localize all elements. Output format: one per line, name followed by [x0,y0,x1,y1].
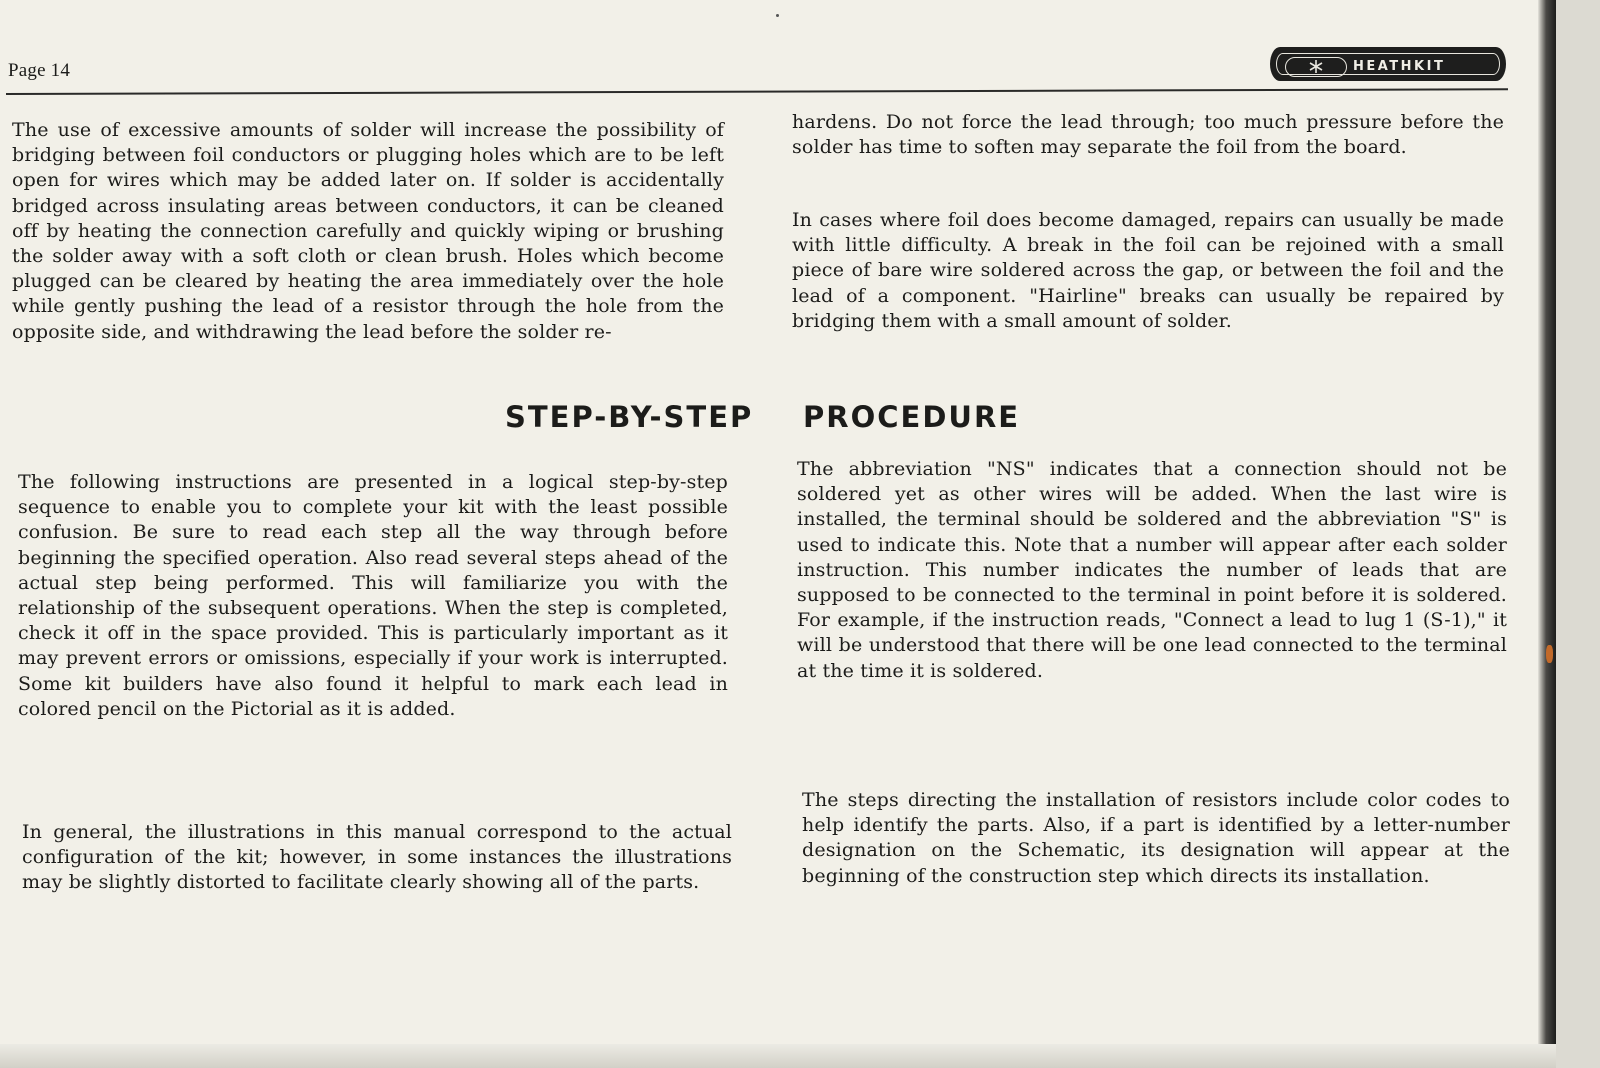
binding-spine [1538,0,1556,1068]
logo-text: HEATHKIT [1353,59,1446,74]
right-paragraph-foil-repair: In cases where foil does become damaged, repairs can usually be made with little difficulty. A break in the foil can be rejoined with a small piece of bare wire soldered across the gap, or between the foil and the lead of a component. "Hairline" breaks can usually be repaired by bridging them with a small amount of solder. [792,209,1504,332]
page-edge-shadow [0,1044,1556,1068]
header-rule [6,88,1508,95]
right-paragraph-color-codes: The steps directing the installation of resistors include color codes to help identify the parts. Also, if a part is identified by a letter-number designation on the Schematic, its designation will appear at the beginning of the construction step which directs its installation. [802,789,1510,887]
right-paragraph-ns-abbreviation: The abbreviation "NS" indicates that a connection should not be soldered yet as other wires will be added. When the last wire is installed, the terminal should be soldered and the abbreviation "S" is used to indicate this. Note that a number will appear after each solder instruction. This number indicates the number of leads that are supposed to be connected to the terminal in point before it is soldered. For example, if the instruction reads, "Connect a lead to lug 1 (S-1)," it will be understood that there will be one lead connected to the terminal at the time it is soldered. [797,458,1507,682]
page-number: Page 14 [8,60,71,81]
left-paragraph-illustrations: In general, the illustrations in this manual correspond to the actual configuration of the kit; however, in some instances the illustrations may be slightly distorted to facilitate clearly showing all of the parts. [22,821,732,894]
paper-speck [776,14,779,17]
edge-stain [1546,645,1553,663]
heading-part-1: STEP-BY-STEP [505,400,754,434]
heathkit-logo [1270,47,1506,81]
heading-part-2: PROCEDURE [803,400,1021,434]
logo-emblem-icon [1285,57,1347,77]
right-paragraph-continuation: hardens. Do not force the lead through; too much pressure before the solder has time to soften may separate the foil from the board. [792,111,1504,159]
left-paragraph-solder: The use of excessive amounts of solder will increase the possibility of bridging between foil conductors or plugging holes which are to be left open for wires which may be added later on. If solder is accidentally bridged across insulating areas between conductors, it can be cleaned off by heating the connection carefully and quickly wiping or brushing the solder away with a soft cloth or clean brush. Holes which become plugged can be cleared by heating the area immediately over the hole while gently pushing the lead of a resistor through the hole from the opposite side, and withdrawing the lead before the solder re- [12,119,724,343]
left-paragraph-instructions: The following instructions are presented in a logical step-by-step sequence to enable you to complete your kit with the least possible confusion. Be sure to read each step all the way through before beginning the specified operation. Also read several steps ahead of the actual step being performed. This will familiarize you with the relationship of the subsequent operations. When the step is completed, check it off in the space provided. This is particularly important as it may prevent errors or omissions, especially if your work is interrupted. Some kit builders have also found it helpful to mark each lead in colored pencil on the Pictorial as it is added. [18,471,728,720]
